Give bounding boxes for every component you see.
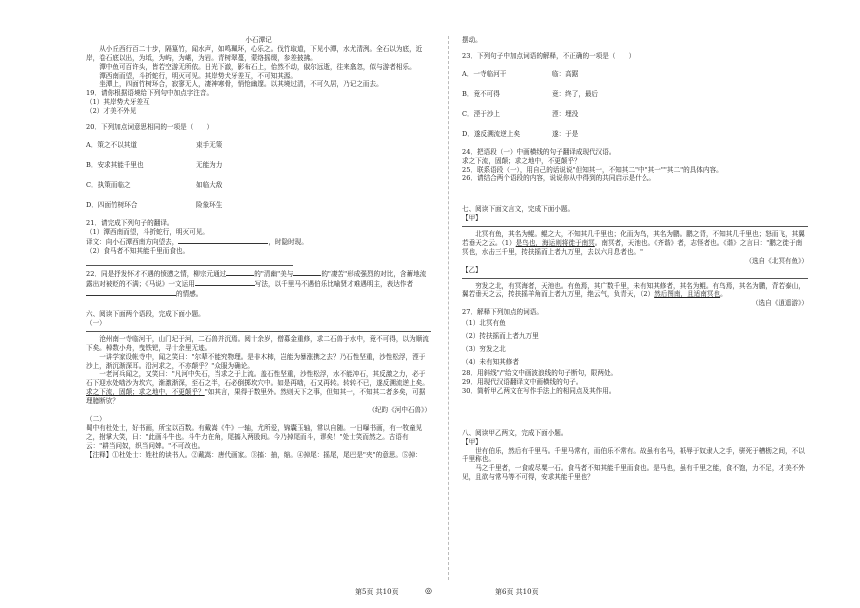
passage-text: 。 xyxy=(720,290,727,299)
page-number-left: 第5页 共10页 xyxy=(355,588,399,596)
question-28: 28．用斜线"/"给文中画波浪线的句子断句，限两处。 xyxy=(462,369,618,378)
passage-paragraph: 马之千里者，一食或尽粟一石。食马者不知其能千里而食也。是马也，虽有千里之能，食不饱，力不足，才美不外见，且欲与常马等不可得，安求其能千里也？ xyxy=(462,464,805,482)
underlined-sentence: 是鸟也，海运则将徙于南冥 xyxy=(515,239,595,248)
left-page xyxy=(86,36,431,580)
option-text: 遂：于是 xyxy=(552,129,579,138)
passage-paragraph: 潭西南而望，斗折蛇行，明灭可见。其岸势犬牙差互，不可知其源。 xyxy=(99,71,297,80)
question-21-translation xyxy=(86,237,431,247)
page-divider xyxy=(448,36,449,580)
passage-paragraph xyxy=(462,230,808,257)
subsection-1: （一） xyxy=(86,319,106,328)
option-text: 如临大敌 xyxy=(196,180,223,189)
rule xyxy=(462,278,808,279)
page-number-right: 第6页 共10页 xyxy=(495,588,539,596)
passage-paragraph: 沧州南一寺临河干，山门圮于河，二石兽并沉焉。阅十余岁，僧募金重修，求二石兽于水中，竟不可得，以为顺流下矣。棹数小舟，曳铁钯，寻十余里无迹。 xyxy=(86,334,429,352)
passage-paragraph: 坐潭上，四面竹树环合，寂寥无人，凄神寒骨，悄怆幽邃。以其境过清，不可久居，乃记之而去。 xyxy=(99,80,383,89)
passage-paragraph: 潭中鱼可百许头，皆若空游无所依。日光下澈，影布石上，佁然不动，俶尔远逝，往来翕忽，似与游者相乐。 xyxy=(99,62,416,71)
option-row xyxy=(86,199,431,212)
option-text: 无能为力 xyxy=(196,160,223,169)
text-jia-label: 【甲】 xyxy=(462,437,482,446)
right-page xyxy=(462,36,808,580)
question-19: 19．请你根据语境给下列句中加点字注音。 xyxy=(86,89,214,98)
option-row xyxy=(86,159,431,172)
option-label: B．安求其能千里也 xyxy=(86,160,144,169)
q22-text: 的情感。 xyxy=(176,290,203,299)
passage-paragraph: 世有伯乐，然后有千里马。千里马常有，而伯乐不常有。故虽有名马，祇辱于奴隶人之手，骈死于槽枥之间，不以千里称也。 xyxy=(462,446,805,464)
question-27-item: （2）抟扶摇而上者九万里 xyxy=(462,332,539,341)
question-27-item: （4）未有知其修者 xyxy=(462,358,519,367)
question-27-item: （3）穷发之北 xyxy=(462,345,506,354)
source-citation: （选自《逍遥游》） xyxy=(751,299,808,308)
q22-text: 的"凄苦"形成强烈的对比，含蓄地流露出对被贬的不满；《马说》一文运用 xyxy=(86,270,427,289)
passage-paragraph: 一讲学家设帐寺中，闻之笑曰："尔辈不能究物理。是非木柿，岂能为暴涨携之去？乃石性坚重，沙性松浮，湮于沙上，渐沉渐深耳。沿河求之，不亦颠乎？"众服为确论。 xyxy=(86,352,426,370)
annotation: 【注释】①杜处士：姓杜的读书人。②戴嵩：唐代画家。③搐：抽，缩。④掉尾：摇尾，尾巴是"夹"的意思。⑤掉： xyxy=(86,450,422,459)
question-23: 23．下列句子中加点词语的解释，不正确的一项是（ ） xyxy=(462,51,636,60)
passage-text: 。南冥者，天池也。《齐谐》者，志怪者也。《谐》之言曰："鹏之徙于南冥也，水击三千里，抟扶摇而上者九万里，去以六月息者也。" xyxy=(462,239,803,256)
option-label: D．遂反溯流逆上矣 xyxy=(462,129,521,138)
section-8-heading: 八、阅读甲乙两文，完成下面小题。 xyxy=(462,428,568,437)
question-24: 24．把语段（一）中画横线的句子翻译成现代汉语。 xyxy=(462,147,616,156)
text-yi-label: 【乙】 xyxy=(462,265,482,274)
passage-paragraph xyxy=(86,370,431,406)
q22-text: 的"清幽"美与 xyxy=(254,270,294,279)
translation-prefix: 译文：向小石潭西南方向望去， xyxy=(86,237,179,246)
question-21: 21．请完成下列句子的翻译。 xyxy=(86,218,174,227)
question-26: 26．请结合两个语段的内容，说说你从中得到的共同启示是什么。 xyxy=(462,174,656,183)
passage-text: 一老河兵闻之，又笑曰："凡河中失石，当求之于上流。盖石性坚重，沙性松浮，水不能冲石，其反激之力，必于石下迎水处啮沙为坎穴，渐激渐深，至石之半，石必倒掷坎穴中。如是再啮，石又再转。转转不已，遂反溯流逆上矣。 xyxy=(86,370,429,388)
q22-text: 22．同是抒发怀才不遇的愤懑之情，柳宗元通过 xyxy=(86,270,227,279)
question-19-item: （2）才美不外见 xyxy=(86,107,137,116)
text-jia-label: 【甲】 xyxy=(462,214,482,223)
binding-mark-icon: ◎ xyxy=(425,586,432,595)
section-6-heading: 六、阅读下面两个语段，完成下面小题。 xyxy=(86,310,205,319)
answer-blank[interactable] xyxy=(226,269,254,276)
option-row xyxy=(462,88,808,101)
source-citation: （选自《北冥有鱼》） xyxy=(745,256,808,265)
rule xyxy=(86,331,431,332)
option-label: C．湮于沙上 xyxy=(462,109,501,118)
option-text: 临：高踞 xyxy=(552,69,579,78)
source-citation: （纪昀《河中石兽》） xyxy=(368,406,431,415)
question-22 xyxy=(86,269,431,299)
question-19-item: （1）其岸势犬牙差互 xyxy=(86,98,150,107)
answer-blank[interactable] xyxy=(293,269,321,276)
option-text: 束手无策 xyxy=(196,140,223,149)
continued-text: 摆动。 xyxy=(462,36,482,44)
option-row xyxy=(86,139,431,152)
section-7-heading: 七、阅读下面文言文，完成下面小题。 xyxy=(462,205,575,214)
passage-paragraph xyxy=(462,282,808,300)
passage-text: 北冥有鱼，其名为鲲。鲲之大，不知其几千里也；化而为鸟，其名为鹏。鹏之背，不知其几千里也；怒而飞，其翼若垂天之云。（1） xyxy=(462,230,805,248)
option-label: A．一寺临河干 xyxy=(462,69,507,78)
question-24-sentence: 求之下流，固颠；求之地中，不更颠乎？ xyxy=(462,156,581,165)
question-27-item: （1）北冥有鱼 xyxy=(462,319,506,328)
question-27: 27．解释下列加点的词语。 xyxy=(462,308,543,317)
rule xyxy=(462,226,808,227)
option-text: 湮：埋没 xyxy=(552,109,579,118)
answer-blank[interactable] xyxy=(86,289,176,296)
passage-text: 穷发之北，有冥海者，天池也。有鱼焉，其广数千里，未有知其修者，其名为鲲。有鸟焉，其名为鹏，背若泰山，翼若垂天之云，抟扶摇羊角而上者九万里，绝云气，负青天，（2） xyxy=(462,281,805,299)
q22-text: 写法，以千里马不遇伯乐比喻贤才难遇明主，表达作者 xyxy=(254,280,414,289)
question-30: 30．简析甲乙两文在写作手法上的相同点及其作用。 xyxy=(462,386,616,395)
answer-line[interactable] xyxy=(86,265,293,266)
passage-paragraph: 蜀中有杜处士，好书画，所宝以百数。有戴嵩《牛》一轴，尤所爱，锦囊玉轴，常以自随。一日曝书画，有一牧童见之，拊掌大笑，曰："此画斗牛也。斗牛力在角，尾搐入两股间。今乃掉尾而斗，谬矣！"处士笑而然之。古语有云："耕当问奴，织当问婢。"不可改也。 xyxy=(86,423,423,450)
passage-text: "如其言，果得于数里外。然则天下之事，但知其一，不知其二者多矣，可据理臆断欤？ xyxy=(86,388,426,406)
option-label: B．竟不可得 xyxy=(462,89,500,98)
option-row xyxy=(462,68,808,81)
subsection-2: （二） xyxy=(86,414,106,423)
option-label: A．策之不以其道 xyxy=(86,140,137,149)
passage-paragraph: 从小丘西行百二十步，隔篁竹，闻水声，如鸣珮环，心乐之。伐竹取道，下见小潭，水尤清洌。全石以为底，近岸，卷石底以出，为坻，为屿，为嵁，为岩。青树翠蔓，蒙络摇缀，参差披拂。 xyxy=(86,44,423,62)
question-20: 20．下列加点词意思相同的一项是（ ） xyxy=(86,123,214,132)
answer-blank[interactable] xyxy=(178,237,268,244)
question-25: 25．联系语段（一），用自己的话说说"但知其一，不知其二"中"其一""其二"的具体内容。 xyxy=(462,165,723,174)
answer-blank[interactable] xyxy=(195,279,255,286)
question-29: 29．用现代汉语翻译文中画横线的句子。 xyxy=(462,378,583,387)
question-21-item: （2）食马者不知其能千里而食也。 xyxy=(86,246,190,255)
underlined-sentence: 求之下流，固颠；求之地中，不更颠乎？ xyxy=(86,388,205,397)
option-label: D．四面竹树环合 xyxy=(86,200,138,209)
option-label: C．执策而临之 xyxy=(86,180,131,189)
question-21-item: （1）潭西南而望，斗折蛇行，明灭可见。 xyxy=(86,227,209,236)
passage-title: 小石潭记 xyxy=(245,36,272,44)
translation-suffix: ，时隐时现。 xyxy=(268,237,308,246)
option-text: 竟：终了，最后 xyxy=(552,89,599,98)
option-row xyxy=(462,128,808,141)
option-row xyxy=(462,108,808,121)
option-row xyxy=(86,179,431,192)
option-text: 险象环生 xyxy=(196,200,223,209)
underlined-sentence: 然后图南，且适南冥也 xyxy=(654,290,721,299)
